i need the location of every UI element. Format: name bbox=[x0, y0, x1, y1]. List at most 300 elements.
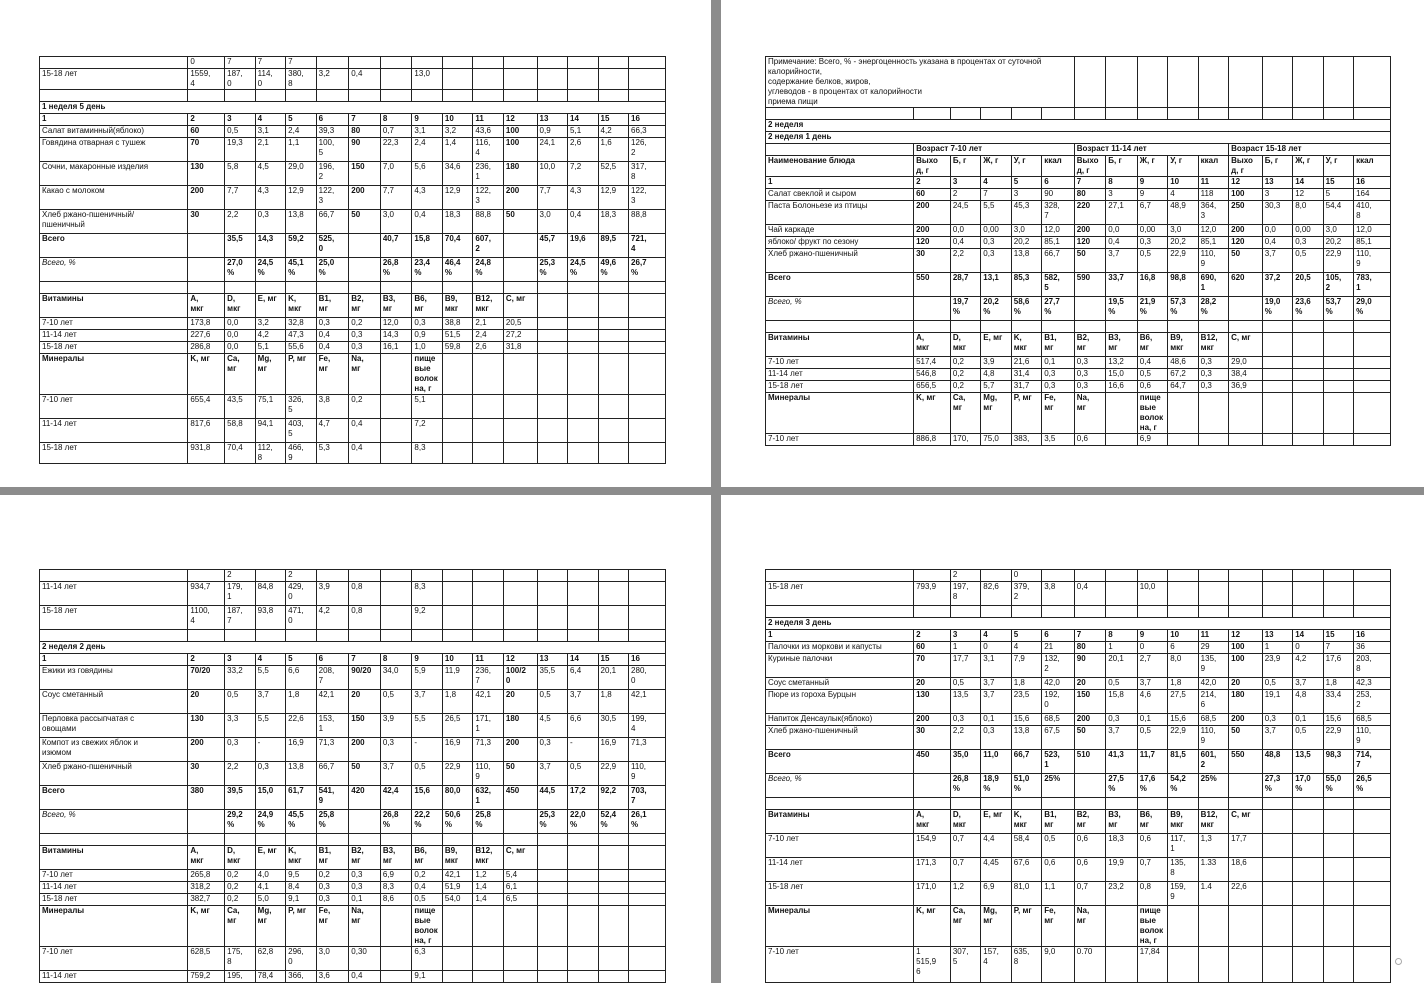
table-cell: Хлеб ржано-пшеничный bbox=[766, 249, 914, 273]
table-cell: 7 bbox=[349, 654, 381, 666]
table-cell: 10 bbox=[1168, 177, 1198, 189]
table-cell bbox=[1262, 381, 1292, 393]
table-cell: 13 bbox=[537, 654, 568, 666]
table-cell: - bbox=[568, 738, 599, 762]
table-cell: 1,1 bbox=[1042, 882, 1075, 906]
table-row bbox=[766, 618, 1391, 630]
table-cell: 16,8 bbox=[1137, 273, 1167, 297]
table-cell bbox=[1168, 798, 1198, 810]
table-cell bbox=[568, 882, 599, 894]
table-cell: 0,0 bbox=[950, 225, 980, 237]
table-cell bbox=[473, 57, 504, 69]
table-cell: 7-10 лет bbox=[766, 834, 914, 858]
table-cell: 10 bbox=[1168, 630, 1198, 642]
table-cell: 2 bbox=[950, 189, 980, 201]
table-cell: 17,2 bbox=[568, 786, 599, 810]
table-cell bbox=[442, 443, 473, 464]
table-cell bbox=[188, 630, 225, 642]
table-cell: 164 bbox=[1354, 189, 1391, 201]
table-cell: 67,6 bbox=[1011, 858, 1041, 882]
table-cell: 296, 0 bbox=[286, 947, 317, 971]
table-cell bbox=[568, 395, 599, 419]
table-cell: 0,5 bbox=[1106, 678, 1138, 690]
table-cell: 1559, 4 bbox=[188, 69, 225, 90]
table-cell: 0,5 bbox=[1137, 369, 1167, 381]
table-cell bbox=[914, 321, 951, 333]
table-cell: 3,7 bbox=[568, 690, 599, 714]
table-cell bbox=[1106, 570, 1138, 582]
table-cell: C, мг bbox=[503, 846, 537, 870]
table-cell bbox=[1323, 798, 1353, 810]
table-cell: 48,9 bbox=[1168, 201, 1198, 225]
table-cell: 655,4 bbox=[188, 395, 225, 419]
table-cell: 14 bbox=[1293, 630, 1323, 642]
table-cell bbox=[1293, 369, 1323, 381]
table-cell bbox=[442, 395, 473, 419]
table-cell: 420 bbox=[349, 786, 381, 810]
table-cell: 110, 9 bbox=[473, 762, 504, 786]
table-cell: 11-14 лет bbox=[40, 419, 188, 443]
table-row bbox=[766, 630, 1391, 642]
table-cell: 16 bbox=[629, 654, 666, 666]
table-cell bbox=[1262, 393, 1292, 434]
table-cell: 21 bbox=[1042, 642, 1075, 654]
table-cell: 8,6 bbox=[380, 894, 412, 906]
table-cell bbox=[629, 846, 666, 870]
table-cell: 0,3 bbox=[1074, 369, 1106, 381]
table-cell bbox=[1229, 582, 1263, 606]
table-cell bbox=[568, 870, 599, 882]
table-cell: 793,9 bbox=[914, 582, 951, 606]
table-cell: 0,5 bbox=[380, 690, 412, 714]
table-row bbox=[40, 354, 666, 395]
table-cell bbox=[1323, 333, 1353, 357]
table-cell: Ca, мг bbox=[950, 393, 980, 434]
table-cell bbox=[1262, 798, 1292, 810]
table-row bbox=[40, 282, 666, 294]
table-row bbox=[766, 237, 1391, 249]
table-row bbox=[766, 333, 1391, 357]
table-cell: B6, мг bbox=[412, 294, 443, 318]
table-cell: 130 bbox=[188, 714, 225, 738]
table-cell: 15 bbox=[598, 114, 629, 126]
table-cell: 2,6 bbox=[568, 138, 599, 162]
table-cell bbox=[1229, 798, 1263, 810]
table-cell: 11 bbox=[1198, 177, 1228, 189]
table-cell bbox=[1354, 582, 1391, 606]
table-cell: B6, мг bbox=[1137, 810, 1167, 834]
table-cell: 13,5 bbox=[950, 690, 980, 714]
table-cell: 15-18 лет bbox=[766, 381, 914, 393]
table-cell: 0,3 bbox=[950, 714, 980, 726]
table-cell bbox=[1354, 606, 1391, 618]
table-cell bbox=[598, 443, 629, 464]
table-cell bbox=[1137, 108, 1167, 120]
table-cell bbox=[1198, 947, 1228, 983]
table-cell: 0,5 bbox=[1137, 249, 1167, 273]
table-cell: B9, мкг bbox=[1168, 810, 1198, 834]
table-cell: 22,9 bbox=[1323, 249, 1353, 273]
table-cell: 0,4 bbox=[316, 342, 349, 354]
table-cell bbox=[1137, 57, 1167, 108]
table-cell: 120 bbox=[914, 237, 951, 249]
table-cell: 19,7 % bbox=[950, 297, 980, 321]
table-row bbox=[766, 381, 1391, 393]
table-cell: 20 bbox=[503, 690, 537, 714]
table-cell: 4,0 bbox=[255, 870, 286, 882]
table-cell: 0,5 bbox=[1042, 834, 1075, 858]
table-cell bbox=[503, 834, 537, 846]
table-cell: 18,3 bbox=[1106, 834, 1138, 858]
table-cell: 0,7 bbox=[380, 126, 412, 138]
table-row bbox=[766, 798, 1391, 810]
table-cell: 24,9 % bbox=[255, 810, 286, 834]
table-cell: P, мг bbox=[286, 906, 317, 947]
table-cell: 66,7 bbox=[316, 210, 349, 234]
table-cell bbox=[598, 834, 629, 846]
table-cell: 10 bbox=[442, 114, 473, 126]
table-cell: Возраст 7-10 лет bbox=[914, 144, 1075, 156]
table-cell: 7,7 bbox=[380, 186, 412, 210]
table-cell bbox=[1262, 858, 1292, 882]
page-bottom-left bbox=[39, 569, 666, 983]
table-cell bbox=[629, 90, 666, 102]
table-cell: 20 bbox=[349, 690, 381, 714]
table-cell: 17,6 % bbox=[1137, 774, 1167, 798]
table-cell bbox=[40, 57, 188, 69]
table-cell: 173,8 bbox=[188, 318, 225, 330]
table-cell: D, мкг bbox=[225, 846, 256, 870]
table-cell: 64,7 bbox=[1168, 381, 1198, 393]
table-cell: 11,0 bbox=[981, 750, 1011, 774]
table-cell: 382,7 bbox=[188, 894, 225, 906]
table-cell bbox=[380, 582, 412, 606]
table-row bbox=[766, 678, 1391, 690]
table-cell: 20,2 % bbox=[981, 297, 1011, 321]
table-cell: 157, 4 bbox=[981, 947, 1011, 983]
table-cell: 0,3 bbox=[1293, 237, 1323, 249]
table-cell: 135, 8 bbox=[1168, 858, 1198, 882]
table-row bbox=[40, 882, 666, 894]
table-cell: 0,0 bbox=[225, 318, 256, 330]
table-cell: 51,5 bbox=[442, 330, 473, 342]
table-cell: 18,6 bbox=[1229, 858, 1263, 882]
table-cell bbox=[1106, 906, 1138, 947]
table-cell: 200 bbox=[1074, 225, 1106, 237]
table-row bbox=[40, 138, 666, 162]
table-cell bbox=[537, 894, 568, 906]
table-cell: 934,7 bbox=[188, 582, 225, 606]
table-cell bbox=[503, 443, 537, 464]
table-cell: 88,8 bbox=[629, 210, 666, 234]
table-cell: 2,1 bbox=[473, 318, 504, 330]
table-cell bbox=[1262, 834, 1292, 858]
table-cell: 0 bbox=[1293, 642, 1323, 654]
table-cell bbox=[40, 570, 188, 582]
table-cell bbox=[1229, 570, 1263, 582]
table-cell: 13,2 bbox=[1106, 357, 1138, 369]
table-cell bbox=[1137, 798, 1167, 810]
table-cell bbox=[766, 321, 914, 333]
table-cell: 0,1 bbox=[1137, 714, 1167, 726]
table-cell bbox=[568, 947, 599, 971]
table-cell bbox=[380, 834, 412, 846]
table-row bbox=[40, 947, 666, 971]
table-cell: 19,5 % bbox=[1106, 297, 1138, 321]
table-row bbox=[766, 177, 1391, 189]
table-cell: 1.33 bbox=[1198, 858, 1228, 882]
table-cell bbox=[1229, 108, 1263, 120]
table-cell: 89,5 bbox=[598, 234, 629, 258]
table-cell bbox=[349, 258, 381, 282]
table-cell: 10 bbox=[442, 654, 473, 666]
table-cell: 22,9 bbox=[1168, 726, 1198, 750]
table-cell bbox=[503, 90, 537, 102]
table-cell: B6, мг bbox=[1137, 333, 1167, 357]
table-cell: 2,4 bbox=[473, 330, 504, 342]
table-cell bbox=[537, 846, 568, 870]
table-row bbox=[40, 870, 666, 882]
table-cell: 3,0 bbox=[1011, 225, 1041, 237]
table-cell bbox=[568, 282, 599, 294]
table-cell: 628,5 bbox=[188, 947, 225, 971]
table-cell bbox=[598, 606, 629, 630]
table-cell bbox=[1323, 357, 1353, 369]
table-cell: Хлеб ржано-пшеничный bbox=[40, 762, 188, 786]
table-cell: 100 bbox=[503, 126, 537, 138]
table-cell: 38,4 bbox=[1229, 369, 1263, 381]
table-cell: 171,0 bbox=[914, 882, 951, 906]
table-row bbox=[40, 90, 666, 102]
table-cell: 26,8 % bbox=[380, 258, 412, 282]
table-cell bbox=[629, 870, 666, 882]
table-cell: 150 bbox=[349, 162, 381, 186]
table-cell: 0,30 bbox=[349, 947, 381, 971]
table-cell: 0,6 bbox=[1137, 834, 1167, 858]
table-cell: 13,5 bbox=[1293, 750, 1323, 774]
table-cell: Всего bbox=[766, 750, 914, 774]
table-cell: 60 bbox=[188, 126, 225, 138]
table-cell: 15,8 bbox=[412, 234, 443, 258]
table-cell: 200 bbox=[1229, 714, 1263, 726]
table-cell bbox=[1106, 947, 1138, 983]
table-cell bbox=[598, 57, 629, 69]
table-cell bbox=[568, 630, 599, 642]
table-cell bbox=[598, 971, 629, 983]
table-row bbox=[40, 126, 666, 138]
table-cell bbox=[1293, 834, 1323, 858]
table-row bbox=[766, 120, 1391, 132]
table-cell: 253, 2 bbox=[1354, 690, 1391, 714]
table-cell bbox=[380, 947, 412, 971]
table-cell: Наименование блюда bbox=[766, 156, 914, 177]
table-cell: 450 bbox=[914, 750, 951, 774]
table-cell bbox=[568, 57, 599, 69]
table-cell: 81,5 bbox=[1168, 750, 1198, 774]
table-row bbox=[40, 234, 666, 258]
table-cell: 6,7 bbox=[1137, 201, 1167, 225]
table-cell: 0,1 bbox=[1293, 714, 1323, 726]
table-cell: E, мг bbox=[981, 810, 1011, 834]
table-row bbox=[40, 318, 666, 330]
table-cell: 20,1 bbox=[1106, 654, 1138, 678]
table-cell: 200 bbox=[1229, 225, 1263, 237]
table-cell: 3,7 bbox=[1262, 249, 1292, 273]
table-cell bbox=[503, 354, 537, 395]
table-cell: 0 bbox=[1011, 570, 1041, 582]
table-cell: D, мкг bbox=[225, 294, 256, 318]
table-cell: 24,1 bbox=[537, 138, 568, 162]
table-cell bbox=[442, 630, 473, 642]
table-cell: 0,3 bbox=[316, 318, 349, 330]
table-cell: 45,5 % bbox=[286, 810, 317, 834]
table-cell: 0,7 bbox=[1074, 882, 1106, 906]
table-cell: 0,4 bbox=[568, 210, 599, 234]
table-cell: 250 bbox=[1229, 201, 1263, 225]
table-cell: 7-10 лет bbox=[40, 318, 188, 330]
table-cell bbox=[1106, 393, 1138, 434]
table-cell bbox=[537, 282, 568, 294]
table-cell: 70,4 bbox=[442, 234, 473, 258]
table-cell bbox=[629, 582, 666, 606]
table-cell bbox=[349, 90, 381, 102]
table-cell: 3 bbox=[225, 654, 256, 666]
table-cell: B3, мг bbox=[1106, 333, 1138, 357]
table-cell: 5 bbox=[1011, 630, 1041, 642]
table-cell: 13 bbox=[1262, 177, 1292, 189]
table-cell bbox=[1293, 434, 1323, 446]
table-cell: 7 bbox=[349, 114, 381, 126]
table-cell: 11 bbox=[1198, 630, 1228, 642]
table-row bbox=[766, 156, 1391, 177]
table-cell: 200 bbox=[914, 225, 951, 237]
table-cell: 1,8 bbox=[1011, 678, 1041, 690]
table-cell: 23,6 % bbox=[1293, 297, 1323, 321]
table-cell: 4,8 bbox=[981, 369, 1011, 381]
table-cell: 105, 2 bbox=[1323, 273, 1353, 297]
table-cell: 0,4 bbox=[1262, 237, 1292, 249]
table-cell: 0,7 bbox=[950, 858, 980, 882]
table-cell: 0,4 bbox=[316, 330, 349, 342]
table-cell: 13,8 bbox=[1011, 249, 1041, 273]
resize-grip-icon[interactable] bbox=[1395, 958, 1402, 965]
table-cell: K, мг bbox=[188, 906, 225, 947]
table-cell bbox=[568, 570, 599, 582]
table-cell: 20,1 bbox=[598, 666, 629, 690]
table-cell: 14,3 bbox=[255, 234, 286, 258]
table-cell bbox=[188, 810, 225, 834]
table-cell: 15-18 лет bbox=[766, 882, 914, 906]
table-row bbox=[766, 297, 1391, 321]
table-cell: 7,7 bbox=[225, 186, 256, 210]
table-cell: 4,2 bbox=[255, 330, 286, 342]
table-cell: 5 bbox=[286, 114, 317, 126]
table-cell bbox=[568, 846, 599, 870]
table-cell: 1,2 bbox=[950, 882, 980, 906]
table-cell bbox=[914, 774, 951, 798]
table-cell: B9, мкг bbox=[1168, 333, 1198, 357]
table-cell bbox=[380, 419, 412, 443]
table-cell: 3,0 bbox=[380, 210, 412, 234]
table-cell bbox=[380, 69, 412, 90]
table-cell bbox=[598, 419, 629, 443]
table-cell: 6,1 bbox=[503, 882, 537, 894]
table-cell bbox=[629, 57, 666, 69]
table-cell: 42,1 bbox=[442, 870, 473, 882]
table-cell bbox=[442, 69, 473, 90]
table-cell bbox=[473, 395, 504, 419]
table-cell: B2, мг bbox=[349, 846, 381, 870]
table-cell bbox=[1198, 582, 1228, 606]
table-cell: 200 bbox=[188, 186, 225, 210]
table-cell: 0,0 bbox=[1262, 225, 1292, 237]
table-cell bbox=[188, 258, 225, 282]
table-cell bbox=[1229, 57, 1263, 108]
table-cell: 57,3 % bbox=[1168, 297, 1198, 321]
table-cell bbox=[1323, 321, 1353, 333]
table-cell bbox=[568, 971, 599, 983]
table-cell: K, мг bbox=[914, 906, 951, 947]
table-cell: 78,4 bbox=[255, 971, 286, 983]
table-cell: 2 bbox=[225, 570, 256, 582]
table-cell bbox=[225, 630, 256, 642]
table-cell: 68,5 bbox=[1198, 714, 1228, 726]
table-cell: 0,3 bbox=[316, 882, 349, 894]
table-cell: 8,4 bbox=[286, 882, 317, 894]
table-cell: 24,5 bbox=[950, 201, 980, 225]
table-cell: Минералы bbox=[40, 906, 188, 947]
table-cell: 48,8 bbox=[1262, 750, 1292, 774]
table-cell bbox=[1198, 393, 1228, 434]
table-cell bbox=[950, 606, 980, 618]
table-row bbox=[40, 690, 666, 714]
table-cell: 546,8 bbox=[914, 369, 951, 381]
table-cell: 37,2 bbox=[1262, 273, 1292, 297]
table-cell: 3,8 bbox=[1042, 582, 1075, 606]
table-cell: 0,1 bbox=[349, 894, 381, 906]
table-cell bbox=[380, 395, 412, 419]
page-top-right bbox=[765, 56, 1391, 446]
table-cell: Б, г bbox=[950, 156, 980, 177]
table-cell bbox=[1323, 434, 1353, 446]
table-cell: 0,8 bbox=[349, 582, 381, 606]
table-cell: 0,3 bbox=[1074, 381, 1106, 393]
table-cell: 47,3 bbox=[286, 330, 317, 342]
table-cell: 0,3 bbox=[349, 342, 381, 354]
table-cell: 22,3 bbox=[380, 138, 412, 162]
table-cell: 153, 1 bbox=[316, 714, 349, 738]
table-cell: Ж, г bbox=[981, 156, 1011, 177]
table-cell bbox=[1198, 321, 1228, 333]
table-cell bbox=[1262, 57, 1292, 108]
table-cell: B12, мкг bbox=[1198, 810, 1228, 834]
table-cell: 16 bbox=[1354, 630, 1391, 642]
table-cell bbox=[380, 282, 412, 294]
table-cell: 34,0 bbox=[380, 666, 412, 690]
table-cell bbox=[598, 846, 629, 870]
table-row bbox=[40, 582, 666, 606]
table-cell: 68,5 bbox=[1354, 714, 1391, 726]
table-cell: 42,0 bbox=[1042, 678, 1075, 690]
table-row bbox=[766, 642, 1391, 654]
table-cell bbox=[442, 354, 473, 395]
table-cell: 27,7 % bbox=[1042, 297, 1075, 321]
table-cell bbox=[914, 606, 951, 618]
table-cell: 39,3 bbox=[316, 126, 349, 138]
table-cell: 11 bbox=[473, 654, 504, 666]
table-cell: 0,5 bbox=[412, 762, 443, 786]
table-cell bbox=[40, 630, 188, 642]
